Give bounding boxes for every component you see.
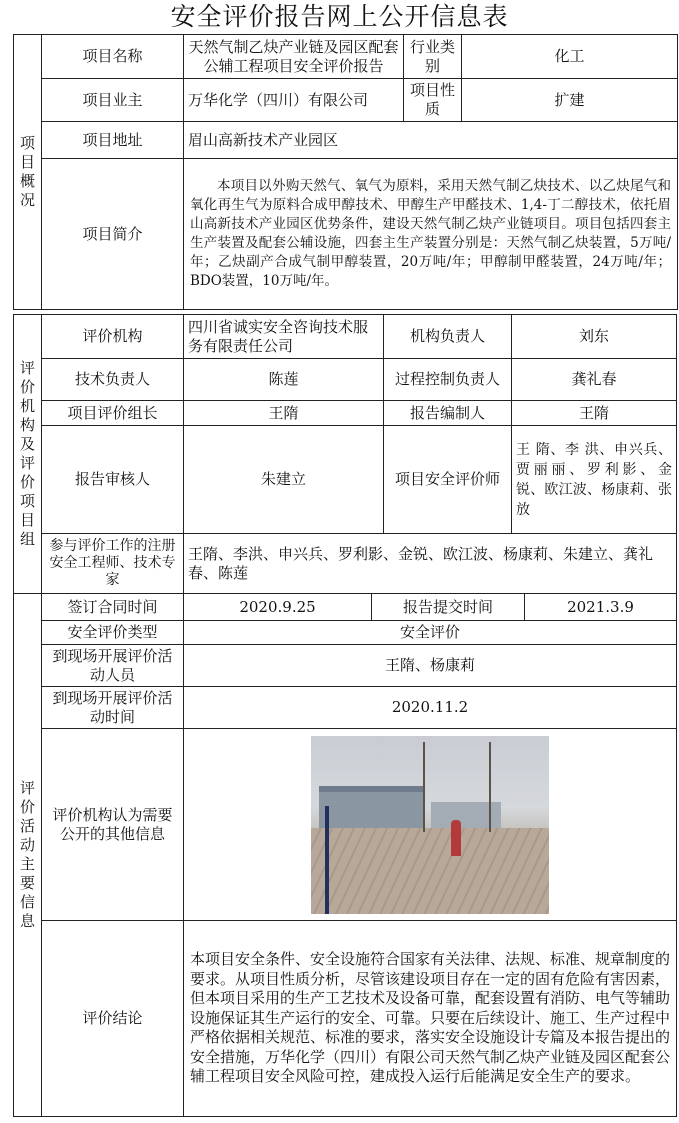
project-name-value: 天然气制乙炔产业链及园区配套公辅工程项目安全评价报告 (184, 35, 404, 79)
onsite-time-label: 到现场开展评价活动时间 (42, 687, 184, 729)
type-label: 安全评价类型 (42, 621, 184, 645)
conclusion-value: 本项目安全条件、安全设施符合国家有关法律、法规、标准、规章制度的要求。从项目性质分析，尽管该建设项目存在一定的固有危险有害因素，但本项目采用的生产工艺技术及设备可靠，配套设置有消防、电气等辅助设施保证其生产运行的安全、可靠。只要在后续设计、施工、生产过程中严格依据相关规范、标准的要求，落实安全设施设计专篇及本报告提出的安全措施，万华化学（四川）有限公司天然气制乙炔产业链及园区配套公辅工程项目安全风险可控，建成投入运行后能满足安全生产的要求。 (184, 921, 677, 1117)
intro-value: 本项目以外购天然气、氧气为原料，采用天然气制乙炔技术、以乙炔尾气和氧化再生气为原料合成甲醇技术、甲醇生产甲醛技术、1,4-丁二醇技术，依托眉山高新技术产业园区优势条件，建设天然气制乙炔产业链项目。项目包括四套主生产装置及配套公辅设施，四套主生产装置分别是：天然气制乙炔装置，5万吨/年；乙炔副产合成气制甲醇装置，20万吨/年；甲醇制甲醛装置，24万吨/年；BDO装置，10万吨/年。 (184, 159, 678, 310)
photo-building (319, 786, 423, 834)
writer-value: 王隋 (512, 401, 677, 426)
evaluator-label: 项目安全评价师 (384, 426, 512, 534)
photo-tree (423, 742, 425, 832)
tech-value: 陈莲 (184, 359, 384, 401)
owner-label: 项目业主 (42, 79, 184, 122)
submit-value: 2021.3.9 (525, 594, 677, 621)
intro-label: 项目简介 (42, 159, 184, 310)
org-value-2: 四川省诚实安全咨询技术服务有限责任公司 (184, 315, 384, 359)
onsite-people-label: 到现场开展评价活动人员 (42, 645, 184, 687)
site-photo (311, 736, 549, 914)
writer-label: 报告编制人 (384, 401, 512, 426)
nature-label: 项目性质 (404, 79, 462, 122)
experts-value: 王隋、李洪、申兴兵、罗利影、金锐、欧江波、杨康莉、朱建立、龚礼春、陈莲 (184, 534, 677, 594)
page-title: 安全评价报告网上公开信息表 (170, 2, 509, 31)
head-label-2: 机构负责人 (384, 315, 512, 359)
experts-label: 参与评价工作的注册安全工程师、技术专家 (42, 534, 184, 594)
evaluator-value: 王 隋、李 洪、申兴兵、贾丽丽、罗利影、金 锐、欧江波、杨康莉、张 放 (512, 426, 677, 534)
industry-label: 行业类别 (404, 35, 462, 79)
project-name-label: 项目名称 (42, 35, 184, 79)
reviewer-label: 报告审核人 (42, 426, 184, 534)
leader-value: 王隋 (184, 401, 384, 426)
photo-plaza (311, 828, 549, 914)
onsite-time-value: 2020.11.2 (184, 687, 677, 729)
submit-label: 报告提交时间 (372, 594, 525, 621)
nature-value: 扩建 (462, 79, 678, 122)
photo-person (451, 820, 461, 856)
process-label: 过程控制负责人 (384, 359, 512, 401)
process-value: 龚礼春 (512, 359, 677, 401)
reviewer-value: 朱建立 (184, 426, 384, 534)
info-table (13, 34, 678, 310)
section-overview: 项目概况 (14, 35, 42, 310)
section-agency-col: 评价机构及评价项目组 (14, 315, 42, 594)
other-info-label: 评价机构认为需要公开的其他信息 (42, 729, 184, 921)
leader-label: 项目评价组长 (42, 401, 184, 426)
photo-lamp-pole (325, 806, 329, 914)
photo-tree (489, 742, 491, 832)
tech-label: 技术负责人 (42, 359, 184, 401)
address-label: 项目地址 (42, 122, 184, 159)
site-photo-cell (184, 729, 677, 921)
activity-grid (13, 593, 677, 1117)
address-value: 眉山高新技术产业园区 (184, 122, 678, 159)
contract-value: 2020.9.25 (184, 594, 372, 621)
industry-value: 化工 (462, 35, 678, 79)
type-value: 安全评价 (184, 621, 677, 645)
owner-value: 万华化学（四川）有限公司 (184, 79, 404, 122)
agency-grid (13, 314, 677, 594)
onsite-people-value: 王隋、杨康莉 (184, 645, 677, 687)
conclusion-label: 评价结论 (42, 921, 184, 1117)
section-activity: 评价活动主要信息 (14, 594, 42, 1117)
contract-label: 签订合同时间 (42, 594, 184, 621)
org-label-2: 评价机构 (42, 315, 184, 359)
head-value-2: 刘东 (512, 315, 677, 359)
